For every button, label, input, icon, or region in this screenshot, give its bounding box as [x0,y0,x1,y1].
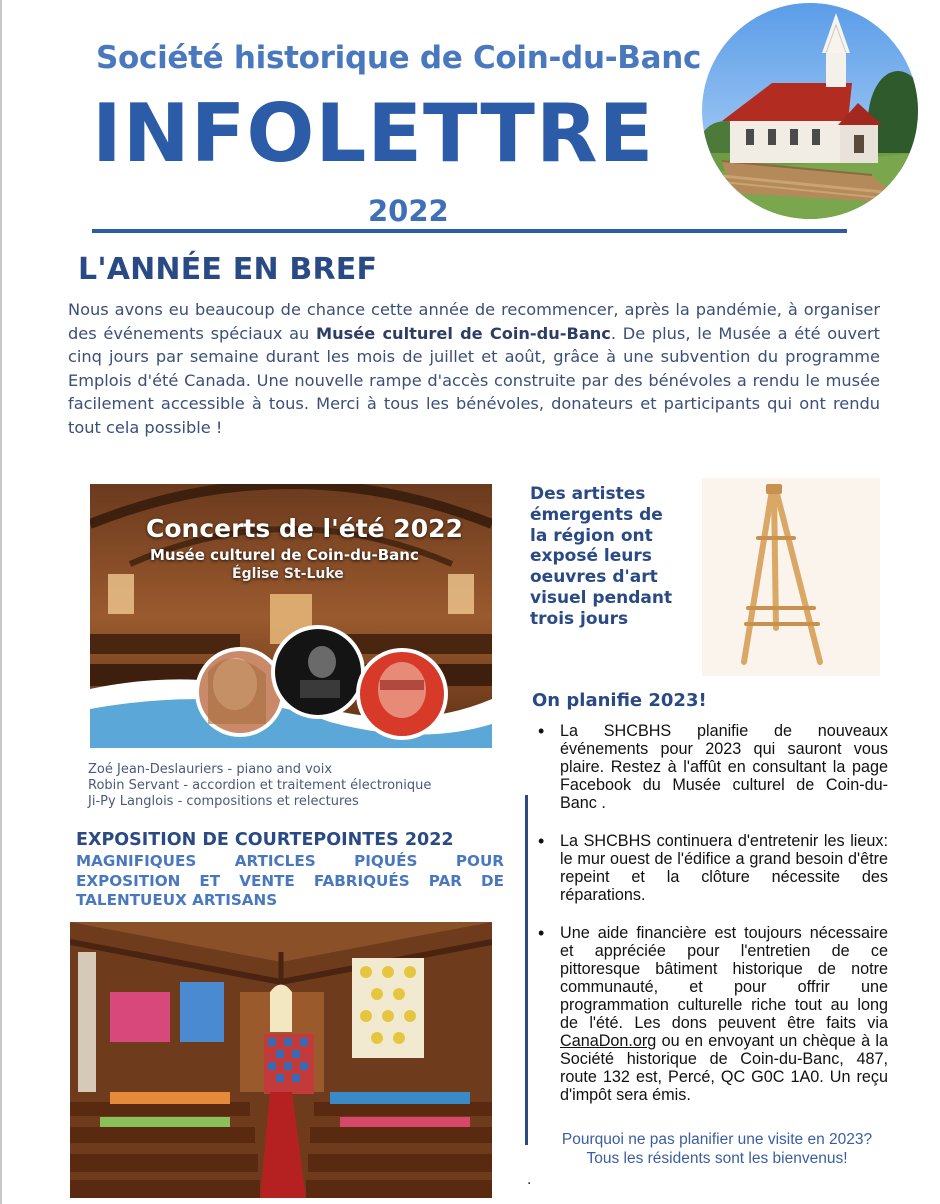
plan-bullet-item: • La SHCBHS planifie de nouveaux événements pour 2023 qui sauront vous plaire. Restez à l'affût en consultant la page Facebook du Musée culturel de Coin-du-Banc . [536,722,888,812]
plan-title: On planifie 2023! [532,690,707,711]
concert-credits [88,762,508,810]
credit-line: Ji-Py Langlois - compositions et relectures [88,794,359,809]
canadon-link[interactable]: CanaDon.org [560,1032,657,1050]
sidebar-accent-bar [525,795,528,1145]
header-divider [92,229,847,233]
easel-image [702,478,880,676]
visit-line: Tous les résidents sont les bienvenus! [586,1150,848,1167]
concert-venue: Musée culturel de Coin-du-Banc [150,546,419,564]
quilt-church-illustration [70,922,492,1198]
footer-dot: . [527,1172,532,1188]
donation-text-part2: ou en envoyant un chèque à la Société historique de Coin-du-Banc, 487, route 132 est, Percé, QC G0C 1A0. Un reçu d'impôt sera émis. [560,1032,888,1104]
church-illustration [702,3,918,219]
visit-line: Pourquoi ne pas planifier une visite en 2023? [561,1131,873,1148]
quilt-title: EXPOSITION DE COURTEPOINTES 2022 [76,830,454,850]
intro-text-part2: . De plus, le Musée a été ouvert cinq jours par semaine durant les mois de juillet et août, grâce à une subvention du programme Emplois d'été Canada. Une nouvelle rampe d'accès construite par des bénévoles a rendu le musée facilement accessible à tous. Merci à tous les bénévoles, donateurs et participants qui ont rendu tout cela possible ! [68,323,880,437]
concert-church: Église St-Luke [232,566,344,582]
concert-poster [90,484,492,748]
credit-line: Zoé Jean-Deslauriers - piano and voix [88,762,333,777]
quilt-subtitle: MAGNIFIQUES ARTICLES PIQUÉS POUR EXPOSITION ET VENTE FABRIQUÉS PAR DE TALENTUEUX ARTISANS [76,852,504,909]
organization-name: Société historique de Coin-du-Banc [96,40,702,76]
page-border [0,0,2,1204]
plan-bullet-item [536,924,888,1104]
plan-bullet-item: • La SHCBHS continuera d'entretenir les lieux: le mur ouest de l'édifice a grand besoin d'être repeint et la clôture nécessite des réparations. [536,832,888,904]
easel-icon [702,478,880,676]
concert-title: Concerts de l'été 2022 [146,514,463,543]
intro-paragraph [68,298,880,439]
plan-bullet-list [536,722,888,1124]
newsletter-year: 2022 [368,194,449,228]
credit-line: Robin Servant - accordion et traitement électronique [88,778,432,793]
section-title: L'ANNÉE EN BREF [78,252,378,287]
church-photo [702,3,918,219]
quilt-exhibition-photo [70,922,492,1198]
intro-text-part1: Nous avons eu beaucoup de chance cette année de recommencer, après la pandémie, à organiser des événements spéciaux au [68,300,880,343]
visit-invitation [532,1130,902,1168]
newsletter-title: INFOLETTRE [92,87,655,180]
donation-text-part1: Une aide financière est toujours nécessaire et appréciée pour l'entretien de ce pittoresque bâtiment historique de notre communauté, et pour offrir une programmation culturelle riche tout au long de l'été. Les dons peuvent être faits via [560,924,888,1032]
artists-callout: Des artistes émergents de la région ont exposé leurs oeuvres d'art visuel pendant trois jours [530,484,673,629]
museum-name: Musée culturel de Coin-du-Banc [316,323,611,343]
